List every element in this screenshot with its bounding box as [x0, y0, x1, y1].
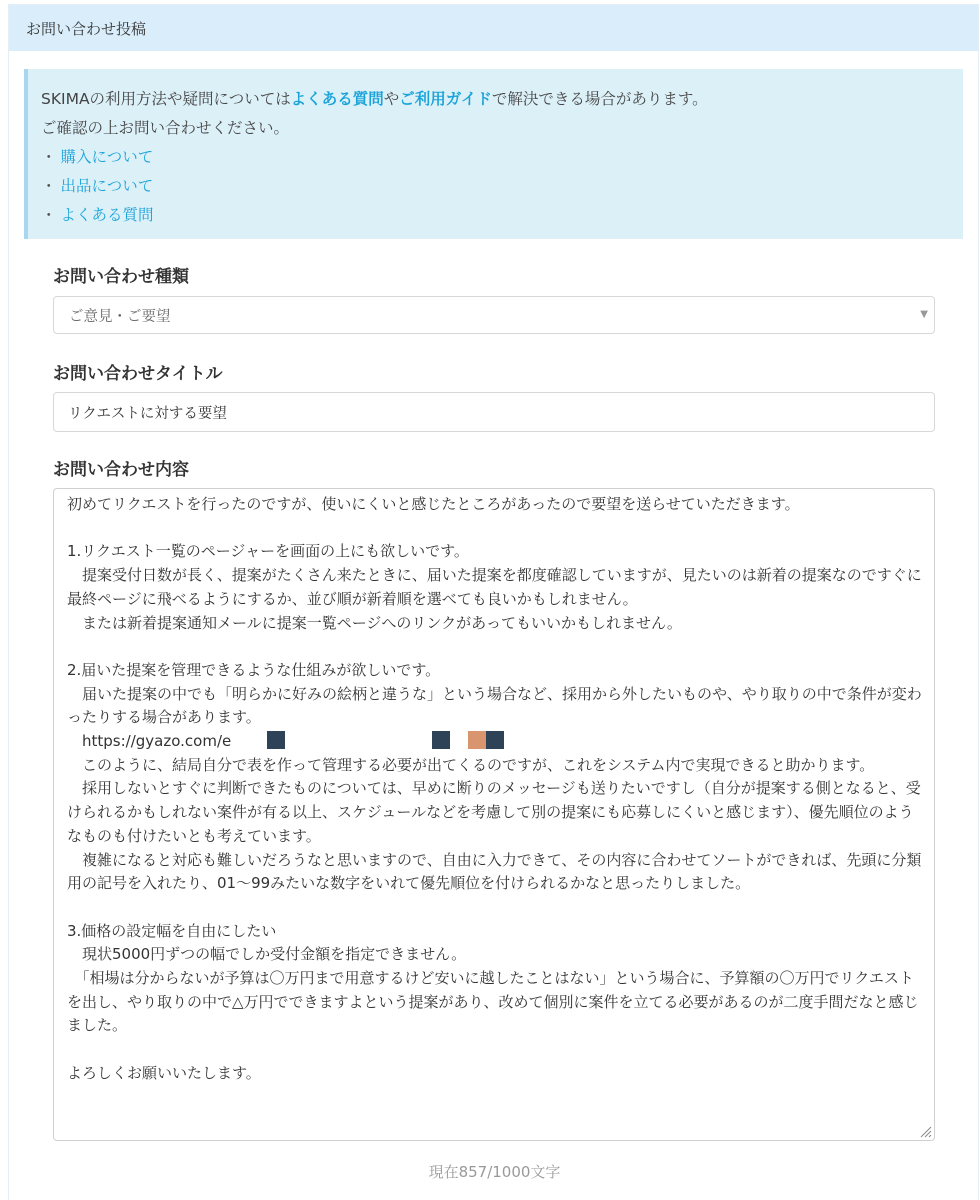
content-line: 複雑になると対応も難しいだろうなと思いますので、自由に入力できて、その内容に合わせてソートができれば、先頭に分類用の記号を入れたり、01～99みたいな数字をいれて優先順位を付けられるかなと思ったりしました。 — [67, 850, 922, 893]
content-line — [67, 730, 924, 754]
panel-header — [9, 5, 978, 51]
content-line: 「相場は分からないが予算は〇万円まで用意するけど安いに越したことはない」という場合に、予算額の〇万円でリクエストを出し、やり取りの中で△万円でできますよという提案があり、改めて個別に案件を立てる必要があるのが二度手間だなと感じました。 — [67, 969, 919, 1035]
inquiry-content-textarea[interactable] — [53, 488, 935, 1141]
redaction-block — [486, 731, 504, 749]
faq-list-link[interactable]: よくある質問 — [60, 206, 154, 224]
bullet: ・ — [41, 148, 57, 166]
content-line — [67, 1038, 924, 1062]
character-counter: 現在857/1000文字 — [428, 1163, 561, 1181]
chevron-down-icon: ▼ — [920, 309, 928, 320]
inquiry-type-value: ご意見・ご要望 — [69, 308, 171, 325]
notice-link-item — [41, 172, 963, 201]
purchase-link[interactable]: 購入について — [60, 148, 154, 166]
content-line: 初めてリクエストを行ったのですが、使いにくいと感じたところがあったので要望を送らせていただきます。 — [67, 495, 800, 513]
content-line: 現状5000円ずつの幅でしか受付金額を指定できません。 — [67, 945, 467, 964]
faq-link[interactable]: よくある質問 — [290, 90, 384, 108]
notice-box — [24, 69, 963, 239]
content-line — [67, 635, 924, 659]
content-line — [67, 517, 924, 541]
bullet: ・ — [41, 206, 57, 224]
content-line: 採用しないとすぐに判断できたものについては、早めに断りのメッセージも送りたいですし（自分が提案する側となると、受けられるかもしれない案件が有る以上、スケジュールなどを考慮して別の提案にも応募しにくいと感じます）、優先順位のようなものも付けたいとも考えています。 — [67, 779, 921, 845]
inquiry-panel — [8, 4, 979, 1200]
content-line: 届いた提案の中でも「明らかに好みの絵柄と違うな」という場合など、採用から外したいものや、やり取りの中で条件が変わったりする場合があります。 — [67, 684, 922, 727]
listing-link[interactable]: 出品について — [60, 177, 154, 195]
content-line: 3.価格の設定幅を自由にしたい — [67, 921, 277, 940]
content-line — [67, 896, 924, 920]
notice-text: SKIMAの利用方法や疑問については — [41, 90, 291, 108]
content-line: 提案受付日数が長く、提案がたくさん来たときに、届いた提案を都度確認していますが、見たいのは新着の提案なのですぐに最終ページに飛べるようにするか、並び順が新着順を選べても良いかもしれません。 — [67, 566, 922, 608]
inquiry-title-value: リクエストに対する要望 — [68, 405, 227, 422]
notice-link-item — [41, 143, 963, 172]
notice-text: や — [383, 90, 400, 108]
inquiry-content-label: お問い合わせ内容 — [53, 460, 189, 480]
content-line: または新着提案通知メールに提案一覧ページへのリンクがあってもいいかもしれません。 — [67, 613, 682, 632]
notice-text: で解決できる場合があります。 — [491, 90, 708, 108]
notice-line-1 — [41, 85, 963, 114]
redaction-block — [267, 731, 285, 749]
reference-url: https://gyazo.com/e — [67, 732, 232, 751]
bullet: ・ — [41, 177, 57, 195]
content-line: 2.届いた提案を管理できるような仕組みが欲しいです。 — [67, 660, 441, 679]
redaction-block — [432, 731, 450, 749]
content-line: よろしくお願いいたします。 — [67, 1063, 261, 1082]
inquiry-type-select[interactable] — [53, 296, 935, 334]
inquiry-type-label: お問い合わせ種類 — [53, 267, 189, 287]
content-line: 1.リクエスト一覧のページャーを画面の上にも欲しいです。 — [67, 542, 469, 561]
notice-link-item — [41, 201, 963, 230]
content-line: このように、結局自分で表を作って管理する必要が出てくるのですが、これをシステム内で実現できると助かります。 — [67, 755, 875, 774]
inquiry-title-input[interactable] — [53, 392, 935, 432]
guide-link[interactable]: ご利用ガイド — [399, 90, 492, 108]
inquiry-title-label: お問い合わせタイトル — [53, 364, 223, 384]
redaction-block — [468, 731, 486, 749]
notice-line-2: ご確認の上お問い合わせください。 — [41, 119, 290, 137]
resize-handle-icon[interactable] — [918, 1124, 932, 1138]
page-title: お問い合わせ投稿 — [26, 19, 147, 38]
